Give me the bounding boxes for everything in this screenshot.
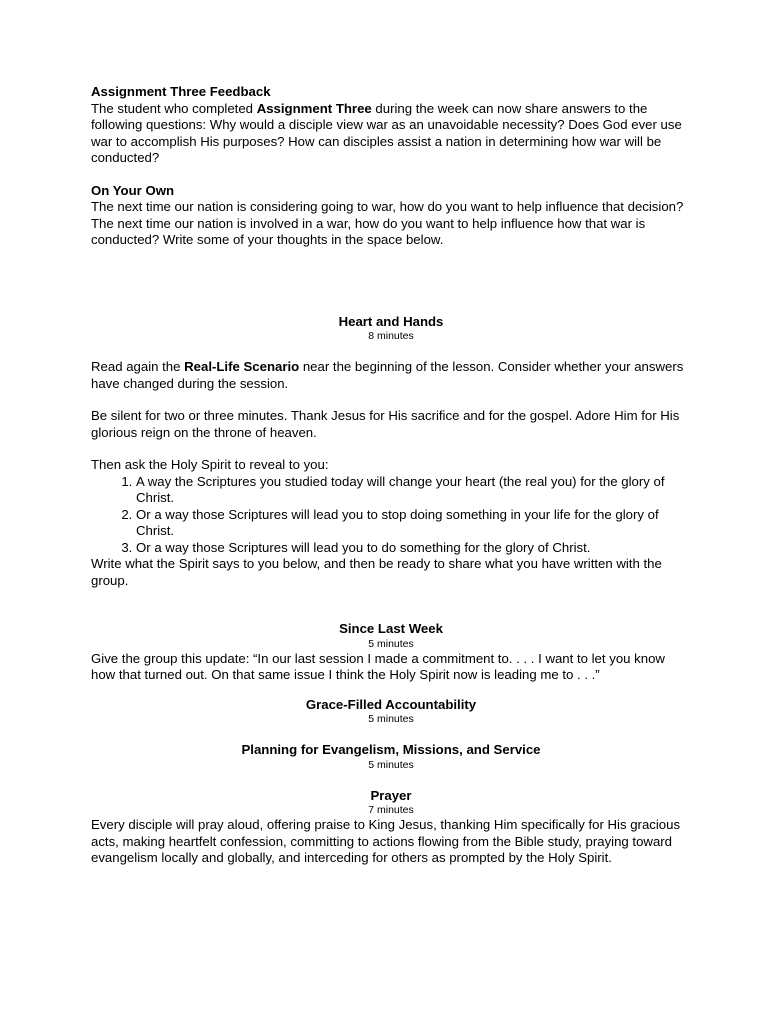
since-last-week-section (91, 621, 691, 684)
scenario-text-end: near the beginning of the lesson. Consider whether your answers have changed during the session. (91, 359, 684, 391)
planning-minutes: 5 minutes (368, 758, 414, 771)
accountability-minutes: 5 minutes (368, 713, 414, 725)
heart-and-hands-paragraph-3: Then ask the Holy Spirit to reveal to you: (91, 457, 329, 472)
document-body (91, 84, 691, 867)
on-your-own-text: The next time our nation is considering going to war, how do you want to help influence that decision? The next time our nation is involved in a war, how do you want to help influence how that war is conducted? Write some of your thoughts in the space below. (91, 199, 684, 247)
since-last-week-title: Since Last Week (339, 621, 443, 636)
scenario-text-start: Read again the (91, 359, 185, 374)
scenario-text-bold: Real-Life Scenario (184, 359, 300, 374)
accountability-section (91, 697, 691, 727)
prayer-minutes: 7 minutes (368, 804, 414, 816)
assignment-feedback-section (91, 84, 691, 167)
list-item: 1. A way the Scriptures you studied today will change your heart (the real you) for the glory of Christ. (136, 474, 691, 507)
assignment-feedback-text (91, 101, 691, 167)
on-your-own-section (91, 183, 691, 249)
list-item: 2. Or a way those Scriptures will lead you to stop doing something in your life for the glory of Christ. (136, 507, 691, 540)
planning-section (91, 742, 691, 772)
prayer-section (91, 788, 691, 867)
planning-title: Planning for Evangelism, Missions, and Service (241, 742, 541, 757)
heart-and-hands-title: Heart and Hands (338, 313, 444, 329)
since-last-week-text: Give the group this update: “In our last session I made a commitment to. . . . I want to let you know how that turned out. On that same issue I think the Holy Spirit now is leading me to . . .” (91, 650, 665, 682)
prayer-title: Prayer (370, 787, 412, 803)
since-last-week-minutes: 5 minutes (368, 637, 414, 650)
heart-and-hands-paragraph-2: Be silent for two or three minutes. Thank Jesus for His sacrifice and for the gospel. Adore Him for His glorious reign on the throne of heaven. (91, 408, 680, 440)
assignment-text-bold: Assignment Three (256, 100, 372, 116)
reveal-list (91, 474, 691, 557)
assignment-text-end: during the week can now share answers to the following questions: Why would a disciple view war as an unavoidable necessity? Does God ever use war to accomplish His purposes? How can disciples assist a nation in determining how war will be conducted? (91, 100, 682, 165)
heart-and-hands-minutes: 8 minutes (368, 330, 414, 342)
prayer-text: Every disciple will pray aloud, offering praise to King Jesus, thanking Him specifically for His gracious acts, making heartfelt confession, committing to actions flowing from the Bible study, praying toward evangelism locally and globally, and interceding for others as prompted by the Holy Spirit. (91, 817, 681, 865)
accountability-title: Grace-Filled Accountability (305, 696, 477, 712)
on-your-own-heading: On Your Own (91, 182, 175, 198)
heart-and-hands-section (91, 314, 691, 590)
assignment-text-start: The student who completed (91, 100, 257, 116)
heart-and-hands-paragraph-1 (91, 359, 691, 392)
assignment-feedback-heading: Assignment Three Feedback (91, 84, 271, 99)
heart-and-hands-paragraph-4: Write what the Spirit says to you below, and then be ready to share what you have written with the group. (91, 556, 662, 588)
list-item: 3. Or a way those Scriptures will lead you to do something for the glory of Christ. (136, 540, 691, 557)
